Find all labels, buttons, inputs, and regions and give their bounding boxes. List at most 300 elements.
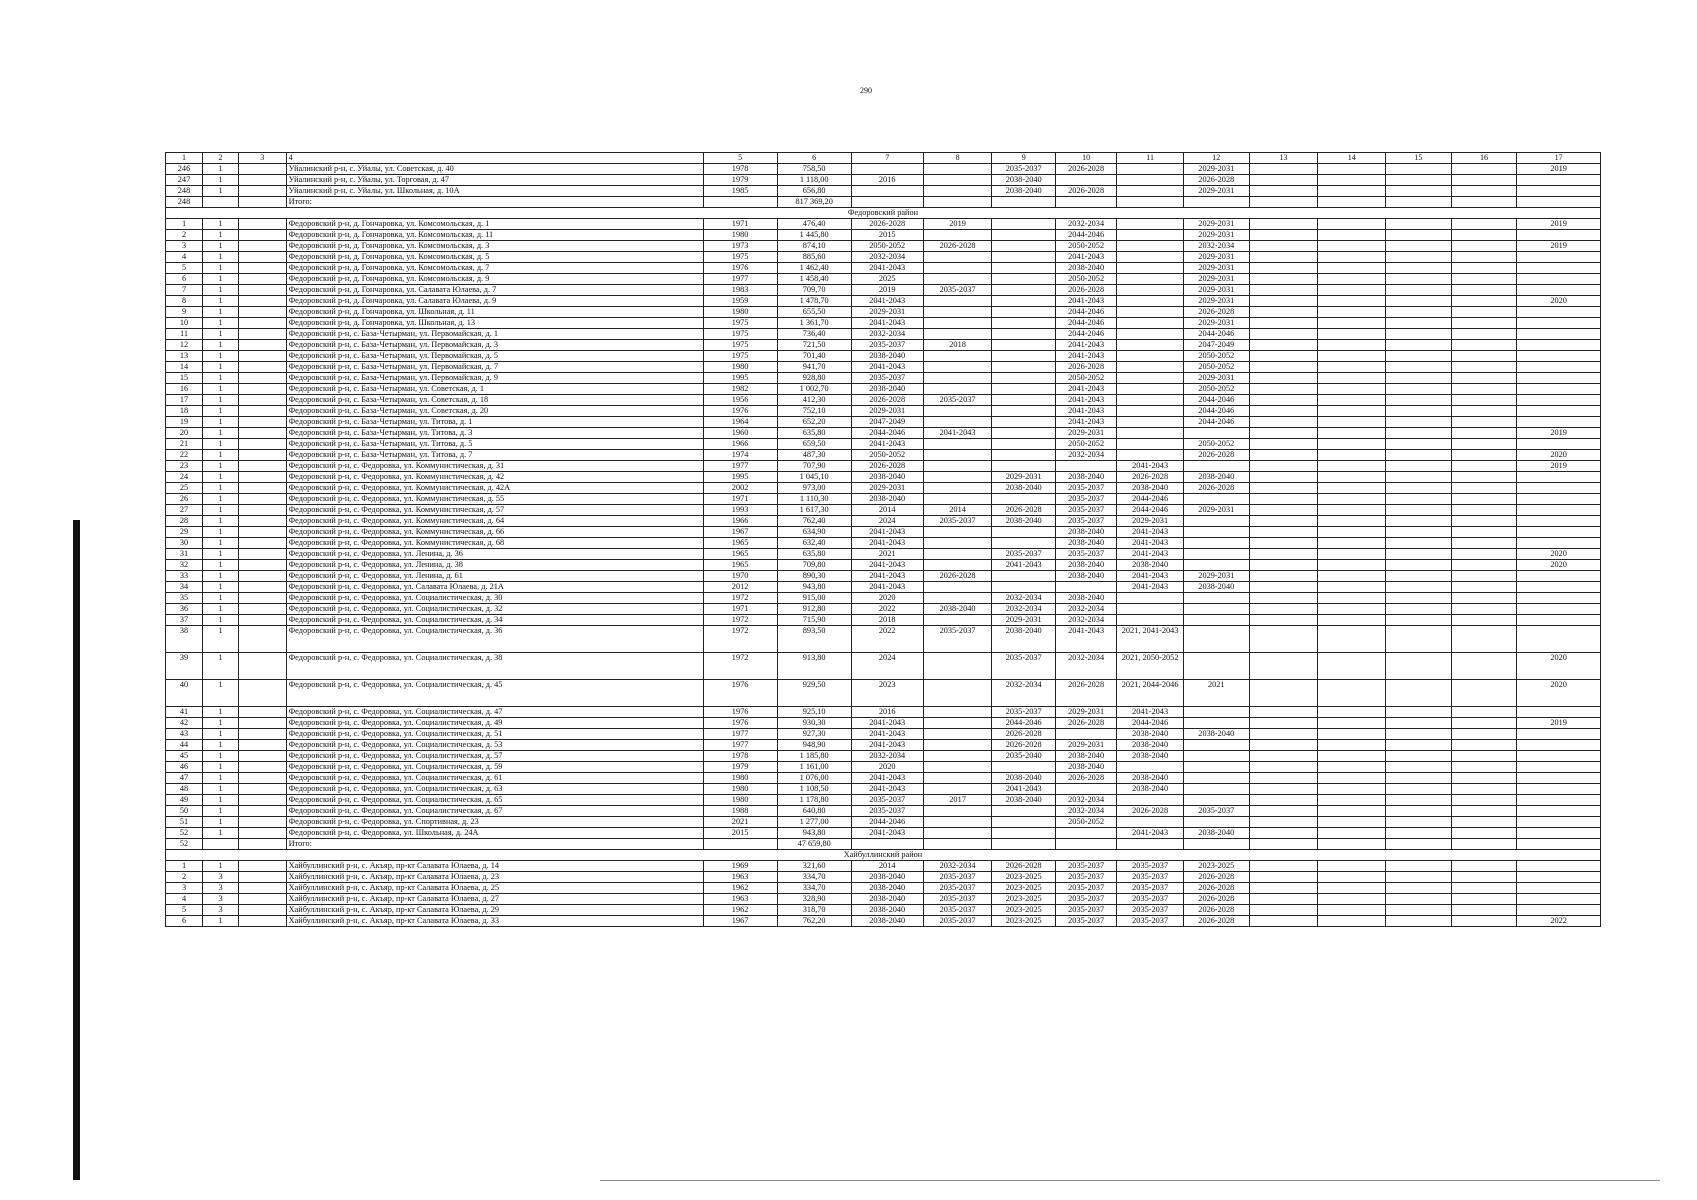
cell-col-2: 1 <box>203 505 239 516</box>
cell-col-2 <box>203 197 239 208</box>
cell-col-14 <box>1318 762 1386 773</box>
cell-col-15 <box>1386 516 1452 527</box>
cell-col-9 <box>992 318 1055 329</box>
cell-col-13 <box>1249 773 1318 784</box>
cell-col-9: 9 <box>992 153 1055 164</box>
cell-col-15 <box>1386 351 1452 362</box>
cell-col-15 <box>1386 307 1452 318</box>
cell-col-12 <box>1183 784 1249 795</box>
cell-col-5: 1965 <box>703 538 777 549</box>
cell-col-15 <box>1386 406 1452 417</box>
cell-col-12: 2050-2052 <box>1183 351 1249 362</box>
table-row <box>166 740 1601 751</box>
cell-col-3 <box>239 626 287 653</box>
cell-col-8 <box>923 483 992 494</box>
cell-col-6: 1 108,50 <box>777 784 851 795</box>
cell-col-12: 2035-2037 <box>1183 806 1249 817</box>
cell-col-11: 2041-2043 <box>1117 461 1184 472</box>
cell-col-11: 2041-2043 <box>1117 828 1184 839</box>
cell-col-12: 2050-2052 <box>1183 384 1249 395</box>
cell-col-12 <box>1183 740 1249 751</box>
cell-col-5: 1980 <box>703 773 777 784</box>
cell-col-10 <box>1055 175 1116 186</box>
table-row <box>166 916 1601 927</box>
cell-col-17 <box>1517 593 1601 604</box>
cell-col-14 <box>1318 604 1386 615</box>
cell-col-7: 2016 <box>851 707 923 718</box>
cell-col-8 <box>923 653 992 680</box>
cell-col-2: 1 <box>203 395 239 406</box>
cell-col-17 <box>1517 494 1601 505</box>
header-row <box>166 153 1601 164</box>
cell-col-16 <box>1451 718 1517 729</box>
cell-col-6: 709,70 <box>777 285 851 296</box>
cell-col-17 <box>1517 707 1601 718</box>
table-row <box>166 351 1601 362</box>
cell-col-15 <box>1386 593 1452 604</box>
cell-col-16 <box>1451 773 1517 784</box>
cell-col-2: 1 <box>203 494 239 505</box>
cell-col-10: 2038-2040 <box>1055 751 1116 762</box>
cell-col-9 <box>992 439 1055 450</box>
cell-col-17 <box>1517 274 1601 285</box>
cell-col-13 <box>1249 384 1318 395</box>
cell-col-1: 3 <box>166 241 203 252</box>
cell-col-4: Федоровский р-н, с. Федоровка, ул. Социалистическая, д. 59 <box>286 762 703 773</box>
cell-col-9 <box>992 527 1055 538</box>
cell-col-11: 2041-2043 <box>1117 582 1184 593</box>
cell-col-4: Федоровский р-н, с. Федоровка, ул. Социалистическая, д. 53 <box>286 740 703 751</box>
cell-col-3 <box>239 615 287 626</box>
cell-col-4: Федоровский р-н, с. База-Четырман, ул. Первомайская, д. 1 <box>286 329 703 340</box>
cell-col-11 <box>1117 219 1184 230</box>
cell-col-6: 1 076,00 <box>777 773 851 784</box>
cell-col-4: 4 <box>286 153 703 164</box>
cell-col-10: 2044-2046 <box>1055 307 1116 318</box>
cell-col-12 <box>1183 615 1249 626</box>
cell-col-1: 49 <box>166 795 203 806</box>
cell-col-12: 2038-2040 <box>1183 472 1249 483</box>
cell-col-4: Федоровский р-н, д. Гончаровка, ул. Комсомольская, д. 3 <box>286 241 703 252</box>
cell-col-4: Уйалинский р-н, с. Уйалы, ул. Советская, д. 40 <box>286 164 703 175</box>
cell-col-17 <box>1517 751 1601 762</box>
cell-col-16 <box>1451 516 1517 527</box>
cell-col-9 <box>992 219 1055 230</box>
cell-col-1: 33 <box>166 571 203 582</box>
table-row <box>166 483 1601 494</box>
cell-col-3 <box>239 653 287 680</box>
cell-col-14 <box>1318 839 1386 850</box>
table-row <box>166 795 1601 806</box>
cell-col-5: 1975 <box>703 329 777 340</box>
cell-col-17: 2020 <box>1517 450 1601 461</box>
cell-col-7: 2041-2043 <box>851 729 923 740</box>
cell-col-7: 2041-2043 <box>851 718 923 729</box>
cell-col-8 <box>923 707 992 718</box>
cell-col-14 <box>1318 582 1386 593</box>
cell-col-10: 2026-2028 <box>1055 186 1116 197</box>
cell-col-10: 2032-2034 <box>1055 219 1116 230</box>
cell-col-5: 1969 <box>703 861 777 872</box>
cell-col-3 <box>239 241 287 252</box>
cell-col-16 <box>1451 817 1517 828</box>
cell-col-11 <box>1117 593 1184 604</box>
cell-col-11: 11 <box>1117 153 1184 164</box>
cell-col-11 <box>1117 817 1184 828</box>
cell-col-14 <box>1318 395 1386 406</box>
cell-col-1: 247 <box>166 175 203 186</box>
cell-col-8 <box>923 351 992 362</box>
cell-col-14 <box>1318 175 1386 186</box>
table-row <box>166 307 1601 318</box>
cell-col-10: 2041-2043 <box>1055 252 1116 263</box>
cell-col-17: 2019 <box>1517 428 1601 439</box>
cell-col-4: Федоровский р-н, с. База-Четырман, ул. Титова, д. 1 <box>286 417 703 428</box>
cell-col-2: 1 <box>203 516 239 527</box>
cell-col-11: 2041-2043 <box>1117 538 1184 549</box>
cell-col-9 <box>992 263 1055 274</box>
cell-col-9 <box>992 817 1055 828</box>
cell-col-8 <box>923 373 992 384</box>
cell-col-7: 2038-2040 <box>851 384 923 395</box>
table-row <box>166 406 1601 417</box>
cell-col-12: 2029-2031 <box>1183 296 1249 307</box>
cell-col-6: 874,10 <box>777 241 851 252</box>
cell-col-6: 893,50 <box>777 626 851 653</box>
cell-col-5: 2012 <box>703 582 777 593</box>
cell-col-8 <box>923 729 992 740</box>
cell-col-11 <box>1117 406 1184 417</box>
cell-col-6: 736,40 <box>777 329 851 340</box>
cell-col-12: 2026-2028 <box>1183 883 1249 894</box>
table-row <box>166 417 1601 428</box>
cell-col-11 <box>1117 164 1184 175</box>
cell-col-13 <box>1249 351 1318 362</box>
cell-col-3 <box>239 883 287 894</box>
cell-col-8: 2038-2040 <box>923 604 992 615</box>
cell-col-7: 2041-2043 <box>851 582 923 593</box>
cell-col-4: Хайбуллинский р-н, с. Акъяр, пр-кт Салавата Юлаева, д. 23 <box>286 872 703 883</box>
cell-col-7: 2025 <box>851 274 923 285</box>
cell-col-4: Федоровский р-н, с. Федоровка, ул. Коммунистическая, д. 68 <box>286 538 703 549</box>
cell-col-1: 1 <box>166 861 203 872</box>
cell-col-16 <box>1451 373 1517 384</box>
cell-col-1: 24 <box>166 472 203 483</box>
cell-col-14 <box>1318 883 1386 894</box>
cell-col-3 <box>239 219 287 230</box>
cell-col-12: 2050-2052 <box>1183 362 1249 373</box>
cell-col-3 <box>239 307 287 318</box>
cell-col-10: 2035-2037 <box>1055 883 1116 894</box>
cell-col-3 <box>239 549 287 560</box>
cell-col-17 <box>1517 817 1601 828</box>
cell-col-14 <box>1318 505 1386 516</box>
cell-col-3 <box>239 450 287 461</box>
cell-col-2: 1 <box>203 406 239 417</box>
cell-col-9: 2038-2040 <box>992 773 1055 784</box>
cell-col-3 <box>239 252 287 263</box>
cell-col-14 <box>1318 707 1386 718</box>
table-row <box>166 263 1601 274</box>
cell-col-7: 2035-2037 <box>851 806 923 817</box>
cell-col-16 <box>1451 494 1517 505</box>
cell-col-9 <box>992 828 1055 839</box>
cell-col-7 <box>851 164 923 175</box>
cell-col-14 <box>1318 795 1386 806</box>
cell-col-1: 12 <box>166 340 203 351</box>
cell-col-2: 1 <box>203 252 239 263</box>
cell-col-14 <box>1318 417 1386 428</box>
cell-col-2: 1 <box>203 384 239 395</box>
cell-col-9: 2023-2025 <box>992 916 1055 927</box>
cell-col-8 <box>923 186 992 197</box>
table-row <box>166 230 1601 241</box>
cell-col-9: 2029-2031 <box>992 615 1055 626</box>
cell-col-13 <box>1249 549 1318 560</box>
cell-col-14 <box>1318 472 1386 483</box>
cell-col-12: 2026-2028 <box>1183 905 1249 916</box>
cell-col-13 <box>1249 582 1318 593</box>
cell-col-13 <box>1249 762 1318 773</box>
cell-col-4: Федоровский р-н, с. Федоровка, ул. Коммунистическая, д. 66 <box>286 527 703 538</box>
cell-col-4: Федоровский р-н, с. Федоровка, ул. Коммунистическая, д. 55 <box>286 494 703 505</box>
cell-col-14 <box>1318 241 1386 252</box>
cell-col-10: 2035-2037 <box>1055 483 1116 494</box>
cell-col-15 <box>1386 428 1452 439</box>
cell-col-7: 2038-2040 <box>851 916 923 927</box>
cell-col-3 <box>239 861 287 872</box>
cell-col-4: Федоровский р-н, с. Федоровка, ул. Коммунистическая, д. 42А <box>286 483 703 494</box>
cell-col-9 <box>992 494 1055 505</box>
cell-col-6: 752,10 <box>777 406 851 417</box>
cell-col-2: 1 <box>203 538 239 549</box>
cell-col-2: 1 <box>203 428 239 439</box>
cell-col-13 <box>1249 186 1318 197</box>
cell-col-10 <box>1055 828 1116 839</box>
cell-col-9: 2023-2025 <box>992 883 1055 894</box>
cell-col-11: 2041-2043 <box>1117 527 1184 538</box>
cell-col-7: 2018 <box>851 615 923 626</box>
cell-col-8: 2041-2043 <box>923 428 992 439</box>
cell-col-5: 1975 <box>703 351 777 362</box>
cell-col-1: 6 <box>166 274 203 285</box>
cell-col-2: 1 <box>203 527 239 538</box>
cell-col-14 <box>1318 296 1386 307</box>
cell-col-13 <box>1249 680 1318 707</box>
cell-col-11 <box>1117 175 1184 186</box>
cell-col-7: 2050-2052 <box>851 450 923 461</box>
cell-col-11: 2038-2040 <box>1117 560 1184 571</box>
cell-col-15 <box>1386 219 1452 230</box>
cell-col-10: 2041-2043 <box>1055 296 1116 307</box>
cell-col-3 <box>239 285 287 296</box>
cell-col-10: 2038-2040 <box>1055 263 1116 274</box>
cell-col-16: 16 <box>1451 153 1517 164</box>
cell-col-7: 2050-2052 <box>851 241 923 252</box>
cell-col-14 <box>1318 593 1386 604</box>
cell-col-14 <box>1318 817 1386 828</box>
cell-col-6: 913,80 <box>777 653 851 680</box>
cell-col-13 <box>1249 604 1318 615</box>
table-row <box>166 362 1601 373</box>
cell-col-2: 1 <box>203 450 239 461</box>
cell-col-17 <box>1517 527 1601 538</box>
cell-col-14 <box>1318 362 1386 373</box>
cell-col-2: 1 <box>203 274 239 285</box>
cell-col-1: 14 <box>166 362 203 373</box>
cell-col-12 <box>1183 773 1249 784</box>
cell-col-3 <box>239 560 287 571</box>
cell-col-15 <box>1386 828 1452 839</box>
cell-col-7: 2026-2028 <box>851 219 923 230</box>
cell-col-7: 2041-2043 <box>851 740 923 751</box>
cell-col-8 <box>923 549 992 560</box>
cell-col-16 <box>1451 384 1517 395</box>
cell-col-8 <box>923 680 992 707</box>
cell-col-12 <box>1183 762 1249 773</box>
cell-col-12 <box>1183 538 1249 549</box>
cell-col-2: 1 <box>203 751 239 762</box>
cell-col-9 <box>992 839 1055 850</box>
cell-col-16 <box>1451 439 1517 450</box>
cell-col-9 <box>992 274 1055 285</box>
cell-col-9: 2041-2043 <box>992 784 1055 795</box>
cell-col-8 <box>923 615 992 626</box>
cell-col-14 <box>1318 806 1386 817</box>
cell-col-3 <box>239 905 287 916</box>
cell-col-17: 2022 <box>1517 916 1601 927</box>
cell-col-9: 2032-2034 <box>992 593 1055 604</box>
cell-col-6: 973,00 <box>777 483 851 494</box>
cell-col-9: 2041-2043 <box>992 560 1055 571</box>
cell-col-17 <box>1517 318 1601 329</box>
cell-col-11: 2035-2037 <box>1117 905 1184 916</box>
cell-col-15 <box>1386 615 1452 626</box>
cell-col-16 <box>1451 549 1517 560</box>
cell-col-9 <box>992 362 1055 373</box>
cell-col-15 <box>1386 472 1452 483</box>
cell-col-8: 2018 <box>923 340 992 351</box>
cell-col-9: 2038-2040 <box>992 483 1055 494</box>
cell-col-17 <box>1517 285 1601 296</box>
cell-col-7: 2026-2028 <box>851 461 923 472</box>
cell-col-7: 2041-2043 <box>851 318 923 329</box>
cell-col-3 <box>239 494 287 505</box>
cell-col-13 <box>1249 395 1318 406</box>
cell-col-2: 1 <box>203 461 239 472</box>
cell-col-11: 2035-2037 <box>1117 883 1184 894</box>
cell-col-17 <box>1517 806 1601 817</box>
cell-col-4: Федоровский р-н, с. Федоровка, ул. Ленина, д. 36 <box>286 549 703 560</box>
cell-col-16 <box>1451 252 1517 263</box>
cell-col-6: 412,30 <box>777 395 851 406</box>
cell-col-8 <box>923 828 992 839</box>
cell-col-8: 2035-2037 <box>923 894 992 905</box>
cell-col-14 <box>1318 219 1386 230</box>
cell-col-6: 47 659,80 <box>777 839 851 850</box>
cell-col-10: 2044-2046 <box>1055 230 1116 241</box>
cell-col-7: 2041-2043 <box>851 263 923 274</box>
section-title: Федоровский район <box>166 208 1601 219</box>
cell-col-4: Федоровский р-н, с. База-Четырман, ул. Титова, д. 5 <box>286 439 703 450</box>
cell-col-16 <box>1451 916 1517 927</box>
table-row <box>166 593 1601 604</box>
cell-col-4: Федоровский р-н, с. Федоровка, ул. Социалистическая, д. 34 <box>286 615 703 626</box>
cell-col-15 <box>1386 604 1452 615</box>
cell-col-11 <box>1117 340 1184 351</box>
cell-col-9 <box>992 307 1055 318</box>
cell-col-9: 2035-2037 <box>992 164 1055 175</box>
cell-col-11: 2044-2046 <box>1117 505 1184 516</box>
cell-col-15 <box>1386 653 1452 680</box>
cell-col-3 <box>239 582 287 593</box>
cell-col-5: 1963 <box>703 894 777 905</box>
cell-col-4: Федоровский р-н, с. Федоровка, ул. Социалистическая, д. 36 <box>286 626 703 653</box>
cell-col-8 <box>923 538 992 549</box>
cell-col-15 <box>1386 560 1452 571</box>
cell-col-3 <box>239 296 287 307</box>
cell-col-12 <box>1183 795 1249 806</box>
cell-col-17: 2019 <box>1517 461 1601 472</box>
table-row <box>166 472 1601 483</box>
cell-col-7: 2019 <box>851 285 923 296</box>
cell-col-7: 2029-2031 <box>851 406 923 417</box>
cell-col-7 <box>851 186 923 197</box>
cell-col-16 <box>1451 872 1517 883</box>
cell-col-17 <box>1517 626 1601 653</box>
cell-col-3 <box>239 784 287 795</box>
cell-col-6: 321,60 <box>777 861 851 872</box>
cell-col-11 <box>1117 241 1184 252</box>
cell-col-6: 943,80 <box>777 582 851 593</box>
cell-col-17 <box>1517 439 1601 450</box>
cell-col-5: 1976 <box>703 263 777 274</box>
cell-col-15 <box>1386 571 1452 582</box>
cell-col-1: 8 <box>166 296 203 307</box>
cell-col-1: 44 <box>166 740 203 751</box>
cell-col-17 <box>1517 773 1601 784</box>
cell-col-12 <box>1183 751 1249 762</box>
cell-col-6: 635,80 <box>777 428 851 439</box>
cell-col-13 <box>1249 230 1318 241</box>
cell-col-12: 2038-2040 <box>1183 828 1249 839</box>
cell-col-10: 2035-2037 <box>1055 861 1116 872</box>
cell-col-13 <box>1249 828 1318 839</box>
cell-col-13 <box>1249 839 1318 850</box>
cell-col-15 <box>1386 494 1452 505</box>
cell-col-6: 1 002,70 <box>777 384 851 395</box>
table-row <box>166 395 1601 406</box>
cell-col-17 <box>1517 839 1601 850</box>
cell-col-15 <box>1386 230 1452 241</box>
cell-col-8 <box>923 806 992 817</box>
cell-col-7: 2044-2046 <box>851 817 923 828</box>
cell-col-1: 2 <box>166 872 203 883</box>
cell-col-12 <box>1183 604 1249 615</box>
cell-col-5: 1972 <box>703 593 777 604</box>
cell-col-9 <box>992 538 1055 549</box>
cell-col-6: 762,40 <box>777 516 851 527</box>
cell-col-16 <box>1451 795 1517 806</box>
cell-col-13 <box>1249 872 1318 883</box>
cell-col-7: 2041-2043 <box>851 527 923 538</box>
cell-col-6: 912,80 <box>777 604 851 615</box>
cell-col-14 <box>1318 626 1386 653</box>
cell-col-11: 2021, 2050-2052 <box>1117 653 1184 680</box>
cell-col-4: Федоровский р-н, с. База-Четырман, ул. Первомайская, д. 3 <box>286 340 703 351</box>
cell-col-13 <box>1249 707 1318 718</box>
cell-col-3 <box>239 351 287 362</box>
